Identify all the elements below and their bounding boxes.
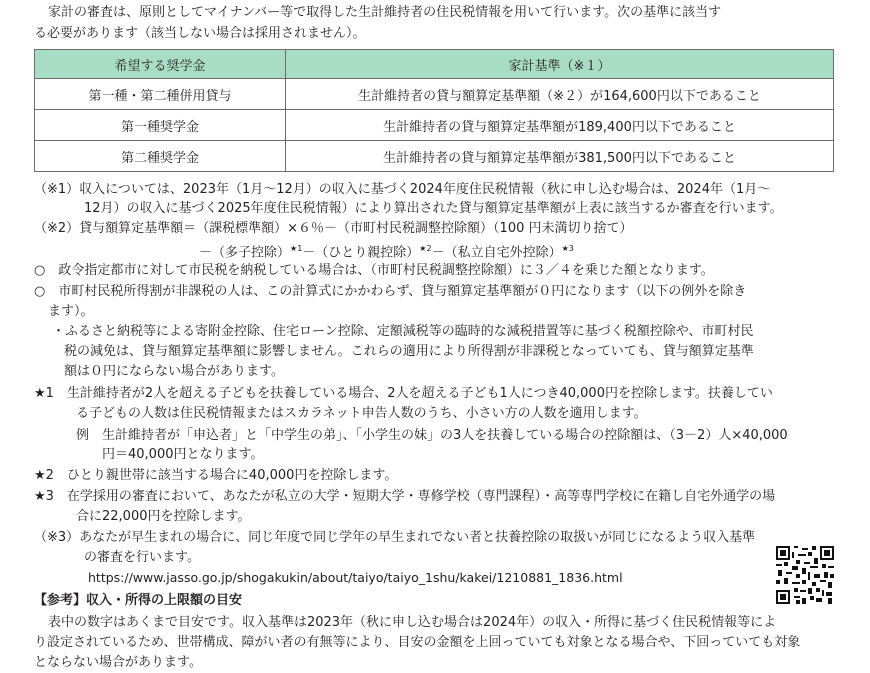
reference-url-link[interactable]: https://www.jasso.go.jp/shogakukin/about/taiyo/taiyo_1shu/kakei/1210881_1836.html xyxy=(88,570,623,585)
star-2-note: ★2 ひとり親世帯に該当する場合に40,000円を控除します。 xyxy=(34,468,398,483)
table-cell: 生計維持者の貸与額算定基準額（※２）が164,600円以下であること xyxy=(286,79,834,110)
star-2-marker: ★2 xyxy=(419,244,432,253)
circle-note-2-line-1: ○ 市町村民税所得割が非課税の人は、この計算式にかかわらず、貸与額算定基準額が０円になります（以下の例外を除き xyxy=(34,284,747,299)
reference-title: 【参考】収入・所得の上限額の目安 xyxy=(34,593,243,608)
star-1-example-line-1: 例 生計維持者が「申込者」と「中学生の弟」、「小学生の妹」の3人を扶養している場合の控除額は、（3－2）人×40,000 xyxy=(76,428,788,443)
intro-line-2: る必要があります（該当しない場合は採用されません）。 xyxy=(34,26,366,41)
household-criteria-table xyxy=(34,49,834,172)
table-row xyxy=(35,79,834,110)
qr-code-icon[interactable] xyxy=(776,546,834,604)
star-1-example-line-2: 円＝40,000円となります。 xyxy=(102,447,264,462)
note-1-line-2: 12月）の収入に基づく2025年度住民税情報）により算出された貸与額算定基準額が上表に該当するか審査を行います。 xyxy=(84,201,783,216)
star-3-marker: ★3 xyxy=(561,244,574,253)
bullet-note-line-3: 額は０円にならない場合があります。 xyxy=(64,364,284,379)
star-1-marker: ★1 xyxy=(290,244,303,253)
formula-private-away-deduction: －（私立自宅外控除） xyxy=(431,245,562,261)
table-cell: 生計維持者の貸与額算定基準額が189,400円以下であること xyxy=(286,110,834,141)
reference-line-2: り設定されているため、世帯構成、障がい者の有無等により、目安の金額を上回っていても対象となる場合や、下回っていても対象 xyxy=(34,635,801,650)
intro-line-1: 家計の審査は、原則としてマイナンバー等で取得した生計維持者の住民税情報を用いて行います。次の基準に該当す xyxy=(48,5,722,20)
table-row xyxy=(35,141,834,172)
note-3-line-1: （※3）あなたが早生まれの場合に、同じ年度で同じ学年の早生まれでない者と扶養控除の取扱いが同じになるよう収入基準 xyxy=(34,530,756,545)
table-cell: 第一種・第二種併用貸与 xyxy=(35,79,286,110)
bullet-note-line-2: 税の減免は、貸与額算定基準額に影響しません。これらの適用により所得割が非課税となっていても、貸与額算定基準 xyxy=(64,344,754,359)
star-3-note-line-1: ★3 在学採用の審査において、あなたが私立の大学・短期大学・専修学校（専門課程）・高等専門学校に在籍し自宅外通学の場 xyxy=(34,489,776,504)
formula-child-deduction: －（多子控除） xyxy=(199,245,291,261)
note-1-line-1: （※1）収入については、2023年（1月～12月）の収入に基づく2024年度住民税情報（秋に申し込む場合は、2024年（1月～ xyxy=(34,182,771,197)
table-row xyxy=(35,110,834,141)
circle-note-2-line-2: ます）。 xyxy=(48,304,94,319)
table-cell: 第二種奨学金 xyxy=(35,141,286,172)
star-1-note-line-1: ★1 生計維持者が2人を超える子どもを扶養している場合、2人を超える子ども1人につき40,000円を控除します。扶養してい xyxy=(34,386,773,401)
star-1-note-line-2: る子どもの人数は住民税情報またはスカラネット申告人数のうち、小さい方の人数を適用します。 xyxy=(76,406,647,421)
reference-line-1: 表中の数字はあくまで目安です。収入基準は2023年（秋に申し込む場合は2024年）の収入・所得に基づく住民税情報等によ xyxy=(48,615,777,630)
note-2-formula-line-2 xyxy=(199,239,574,263)
table-cell: 生計維持者の貸与額算定基準額が381,500円以下であること xyxy=(286,141,834,172)
circle-note-1: ○ 政令指定都市に対して市民税を納税している場合は、（市町村民税調整控除額）に３／４を乗じた額となります。 xyxy=(34,263,714,278)
table-cell: 第一種奨学金 xyxy=(35,110,286,141)
note-3-line-2: の審査を行います。 xyxy=(84,550,200,565)
bullet-note-line-1: ・ふるさと納税等による寄附金控除、住宅ローン控除、定額減税等の臨時的な減税措置等に基づく税額控除や、市町村民 xyxy=(52,324,754,339)
table-header-row xyxy=(35,50,834,79)
note-2-formula-line-1: （※2）貸与額算定基準額＝（課税標準額）×６％－（市町村民税調整控除額）（100 円未満切り捨て） xyxy=(34,221,633,236)
table-header-criteria: 家計基準（※１） xyxy=(286,50,834,79)
table-header-scholarship: 希望する奨学金 xyxy=(35,50,286,79)
formula-single-parent-deduction: －（ひとり親控除） xyxy=(302,245,420,261)
reference-line-3: とならない場合があります。 xyxy=(34,655,202,670)
star-3-note-line-2: 合に22,000円を控除します。 xyxy=(76,509,251,524)
